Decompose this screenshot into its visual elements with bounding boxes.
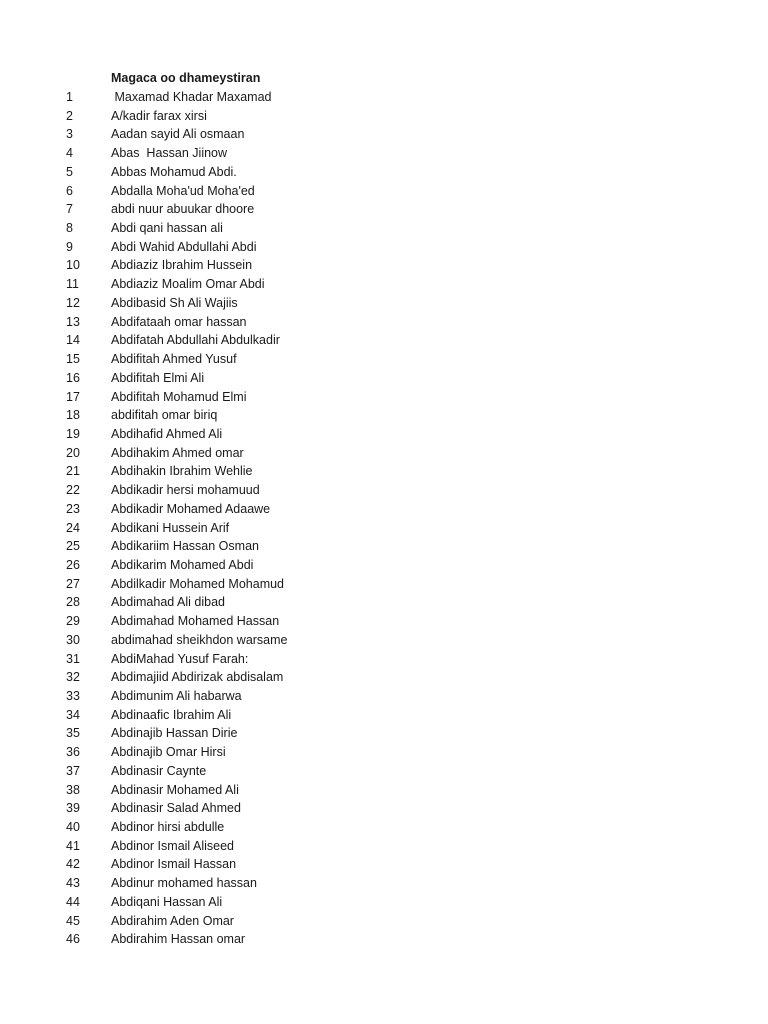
list-item bbox=[0, 781, 768, 800]
row-number: 2 bbox=[66, 108, 73, 123]
full-name: Abbas Mohamud Abdi. bbox=[111, 164, 237, 179]
full-name: Abdinor hirsi abdulle bbox=[111, 820, 225, 835]
row-number: 41 bbox=[66, 838, 80, 853]
row-number: 17 bbox=[66, 389, 80, 404]
full-name: Abdihakim Ahmed omar bbox=[111, 445, 244, 460]
list-item bbox=[0, 743, 768, 762]
full-name: Abdihafid Ahmed Ali bbox=[111, 426, 223, 441]
list-item bbox=[0, 256, 768, 275]
list-item bbox=[0, 200, 768, 219]
list-item bbox=[0, 593, 768, 612]
full-name: Abdinajib Omar Hirsi bbox=[111, 745, 226, 760]
list-item bbox=[0, 818, 768, 837]
row-number: 35 bbox=[66, 726, 80, 741]
full-name: Abdihakin Ibrahim Wehlie bbox=[111, 464, 253, 479]
full-name: Abdirahim Hassan omar bbox=[111, 932, 246, 947]
full-name: Abdimajiid Abdirizak abdisalam bbox=[111, 670, 284, 685]
row-number: 12 bbox=[66, 295, 80, 310]
name-list bbox=[0, 88, 768, 949]
list-item bbox=[0, 706, 768, 725]
list-item bbox=[0, 275, 768, 294]
full-name: Abdifitah Elmi Ali bbox=[111, 370, 205, 385]
full-name: Abdirahim Aden Omar bbox=[111, 913, 234, 928]
full-name: Abdimunim Ali habarwa bbox=[111, 689, 242, 703]
row-number: 3 bbox=[66, 127, 73, 142]
full-name: Abas Hassan Jiinow bbox=[111, 146, 228, 161]
list-item bbox=[0, 481, 768, 500]
list-item bbox=[0, 294, 768, 313]
full-name: Maxamad Khadar Maxamad bbox=[111, 90, 272, 104]
list-item bbox=[0, 650, 768, 669]
full-name: Abdinor Ismail Aliseed bbox=[111, 838, 234, 853]
full-name: Abdiaziz Moalim Omar Abdi bbox=[111, 277, 265, 292]
full-name: abdi nuur abuukar dhoore bbox=[111, 202, 255, 217]
row-number: 33 bbox=[66, 689, 80, 703]
list-item bbox=[0, 500, 768, 519]
list-item bbox=[0, 612, 768, 631]
list-item bbox=[0, 444, 768, 463]
list-item bbox=[0, 182, 768, 201]
full-name: Abdifatah Abdullahi Abdulkadir bbox=[111, 333, 280, 348]
list-item bbox=[0, 687, 768, 706]
list-item bbox=[0, 331, 768, 350]
row-number: 40 bbox=[66, 820, 80, 835]
row-number: 22 bbox=[66, 483, 80, 498]
list-item bbox=[0, 519, 768, 538]
row-number: 6 bbox=[66, 183, 73, 198]
full-name: Abdinor Ismail Hassan bbox=[111, 857, 237, 872]
full-name: Abdimahad Ali dibad bbox=[111, 595, 225, 610]
row-number: 42 bbox=[66, 857, 80, 872]
full-name: Abdimahad Mohamed Hassan bbox=[111, 614, 280, 629]
row-number: 38 bbox=[66, 782, 80, 797]
list-item bbox=[0, 556, 768, 575]
row-number: 46 bbox=[66, 932, 80, 947]
row-number: 26 bbox=[66, 557, 80, 572]
row-number: 5 bbox=[66, 164, 73, 179]
list-item bbox=[0, 668, 768, 687]
list-item bbox=[0, 462, 768, 481]
row-number: 34 bbox=[66, 707, 80, 722]
full-name: Abdikani Hussein Arif bbox=[111, 520, 230, 535]
full-name: abdifitah omar biriq bbox=[111, 408, 218, 423]
full-name: Abdikadir Mohamed Adaawe bbox=[111, 501, 271, 516]
full-name: Abdibasid Sh Ali Wajiis bbox=[111, 295, 238, 310]
row-number: 27 bbox=[66, 576, 80, 591]
list-item bbox=[0, 144, 768, 163]
full-name: Abdi qani hassan ali bbox=[111, 221, 223, 236]
full-name: abdimahad sheikhdon warsame bbox=[111, 632, 288, 647]
list-item bbox=[0, 537, 768, 556]
list-item bbox=[0, 930, 768, 949]
row-number: 10 bbox=[66, 258, 80, 273]
full-name: Abdifataah omar hassan bbox=[111, 314, 247, 329]
row-number: 21 bbox=[66, 464, 80, 479]
list-item bbox=[0, 369, 768, 388]
column-header-full-name: Magaca oo dhameystiran bbox=[111, 71, 261, 85]
list-item bbox=[0, 893, 768, 912]
row-number: 1 bbox=[66, 90, 73, 104]
name-list-sheet bbox=[0, 69, 768, 949]
row-number: 7 bbox=[66, 202, 73, 217]
row-number: 28 bbox=[66, 595, 80, 610]
list-item bbox=[0, 724, 768, 743]
list-item bbox=[0, 912, 768, 931]
row-number: 16 bbox=[66, 370, 80, 385]
row-number: 43 bbox=[66, 876, 80, 891]
row-number: 11 bbox=[66, 277, 79, 292]
row-number: 37 bbox=[66, 763, 80, 778]
list-item bbox=[0, 107, 768, 126]
full-name: A/kadir farax xirsi bbox=[111, 108, 207, 123]
list-item bbox=[0, 238, 768, 257]
row-number: 45 bbox=[66, 913, 80, 928]
list-item bbox=[0, 163, 768, 182]
row-number: 44 bbox=[66, 894, 80, 909]
full-name: Abdalla Moha'ud Moha'ed bbox=[111, 183, 255, 198]
list-item bbox=[0, 799, 768, 818]
list-item bbox=[0, 837, 768, 856]
full-name: Abdi Wahid Abdullahi Abdi bbox=[111, 239, 257, 254]
row-number: 25 bbox=[66, 539, 80, 554]
full-name: Abdinasir Salad Ahmed bbox=[111, 801, 241, 816]
full-name: Abdifitah Ahmed Yusuf bbox=[111, 352, 237, 367]
list-item bbox=[0, 575, 768, 594]
full-name: Abdinajib Hassan Dirie bbox=[111, 726, 238, 741]
full-name: Abdikariim Hassan Osman bbox=[111, 539, 259, 554]
header-row bbox=[0, 69, 768, 88]
list-item bbox=[0, 88, 768, 107]
list-item bbox=[0, 219, 768, 238]
list-item bbox=[0, 855, 768, 874]
row-number: 39 bbox=[66, 801, 80, 816]
list-item bbox=[0, 388, 768, 407]
full-name: AbdiMahad Yusuf Farah: bbox=[111, 651, 249, 666]
row-number: 4 bbox=[66, 146, 73, 161]
row-number: 18 bbox=[66, 408, 80, 423]
full-name: Abdiqani Hassan Ali bbox=[111, 894, 223, 909]
row-number: 31 bbox=[66, 651, 80, 666]
row-number: 15 bbox=[66, 352, 80, 367]
list-item bbox=[0, 425, 768, 444]
row-number: 29 bbox=[66, 614, 80, 629]
full-name: Abdinasir Caynte bbox=[111, 763, 207, 778]
full-name: Abdifitah Mohamud Elmi bbox=[111, 389, 247, 404]
row-number: 23 bbox=[66, 501, 80, 516]
row-number: 32 bbox=[66, 670, 80, 685]
row-number: 8 bbox=[66, 221, 73, 236]
row-number: 9 bbox=[66, 239, 73, 254]
row-number: 14 bbox=[66, 333, 80, 348]
list-item bbox=[0, 350, 768, 369]
full-name: Aadan sayid Ali osmaan bbox=[111, 127, 245, 142]
full-name: Abdinaafic Ibrahim Ali bbox=[111, 707, 232, 722]
full-name: Abdikarim Mohamed Abdi bbox=[111, 557, 254, 572]
full-name: Abdilkadir Mohamed Mohamud bbox=[111, 576, 285, 591]
full-name: Abdikadir hersi mohamuud bbox=[111, 483, 260, 498]
row-number: 24 bbox=[66, 520, 80, 535]
full-name: Abdinur mohamed hassan bbox=[111, 876, 257, 891]
list-item bbox=[0, 631, 768, 650]
list-item bbox=[0, 125, 768, 144]
row-number: 20 bbox=[66, 445, 80, 460]
list-item bbox=[0, 313, 768, 332]
full-name: Abdiaziz Ibrahim Hussein bbox=[111, 258, 253, 273]
list-item bbox=[0, 874, 768, 893]
row-number: 19 bbox=[66, 426, 80, 441]
row-number: 36 bbox=[66, 745, 80, 760]
row-number: 13 bbox=[66, 314, 80, 329]
row-number: 30 bbox=[66, 632, 80, 647]
list-item bbox=[0, 762, 768, 781]
list-item bbox=[0, 406, 768, 425]
full-name: Abdinasir Mohamed Ali bbox=[111, 782, 239, 797]
